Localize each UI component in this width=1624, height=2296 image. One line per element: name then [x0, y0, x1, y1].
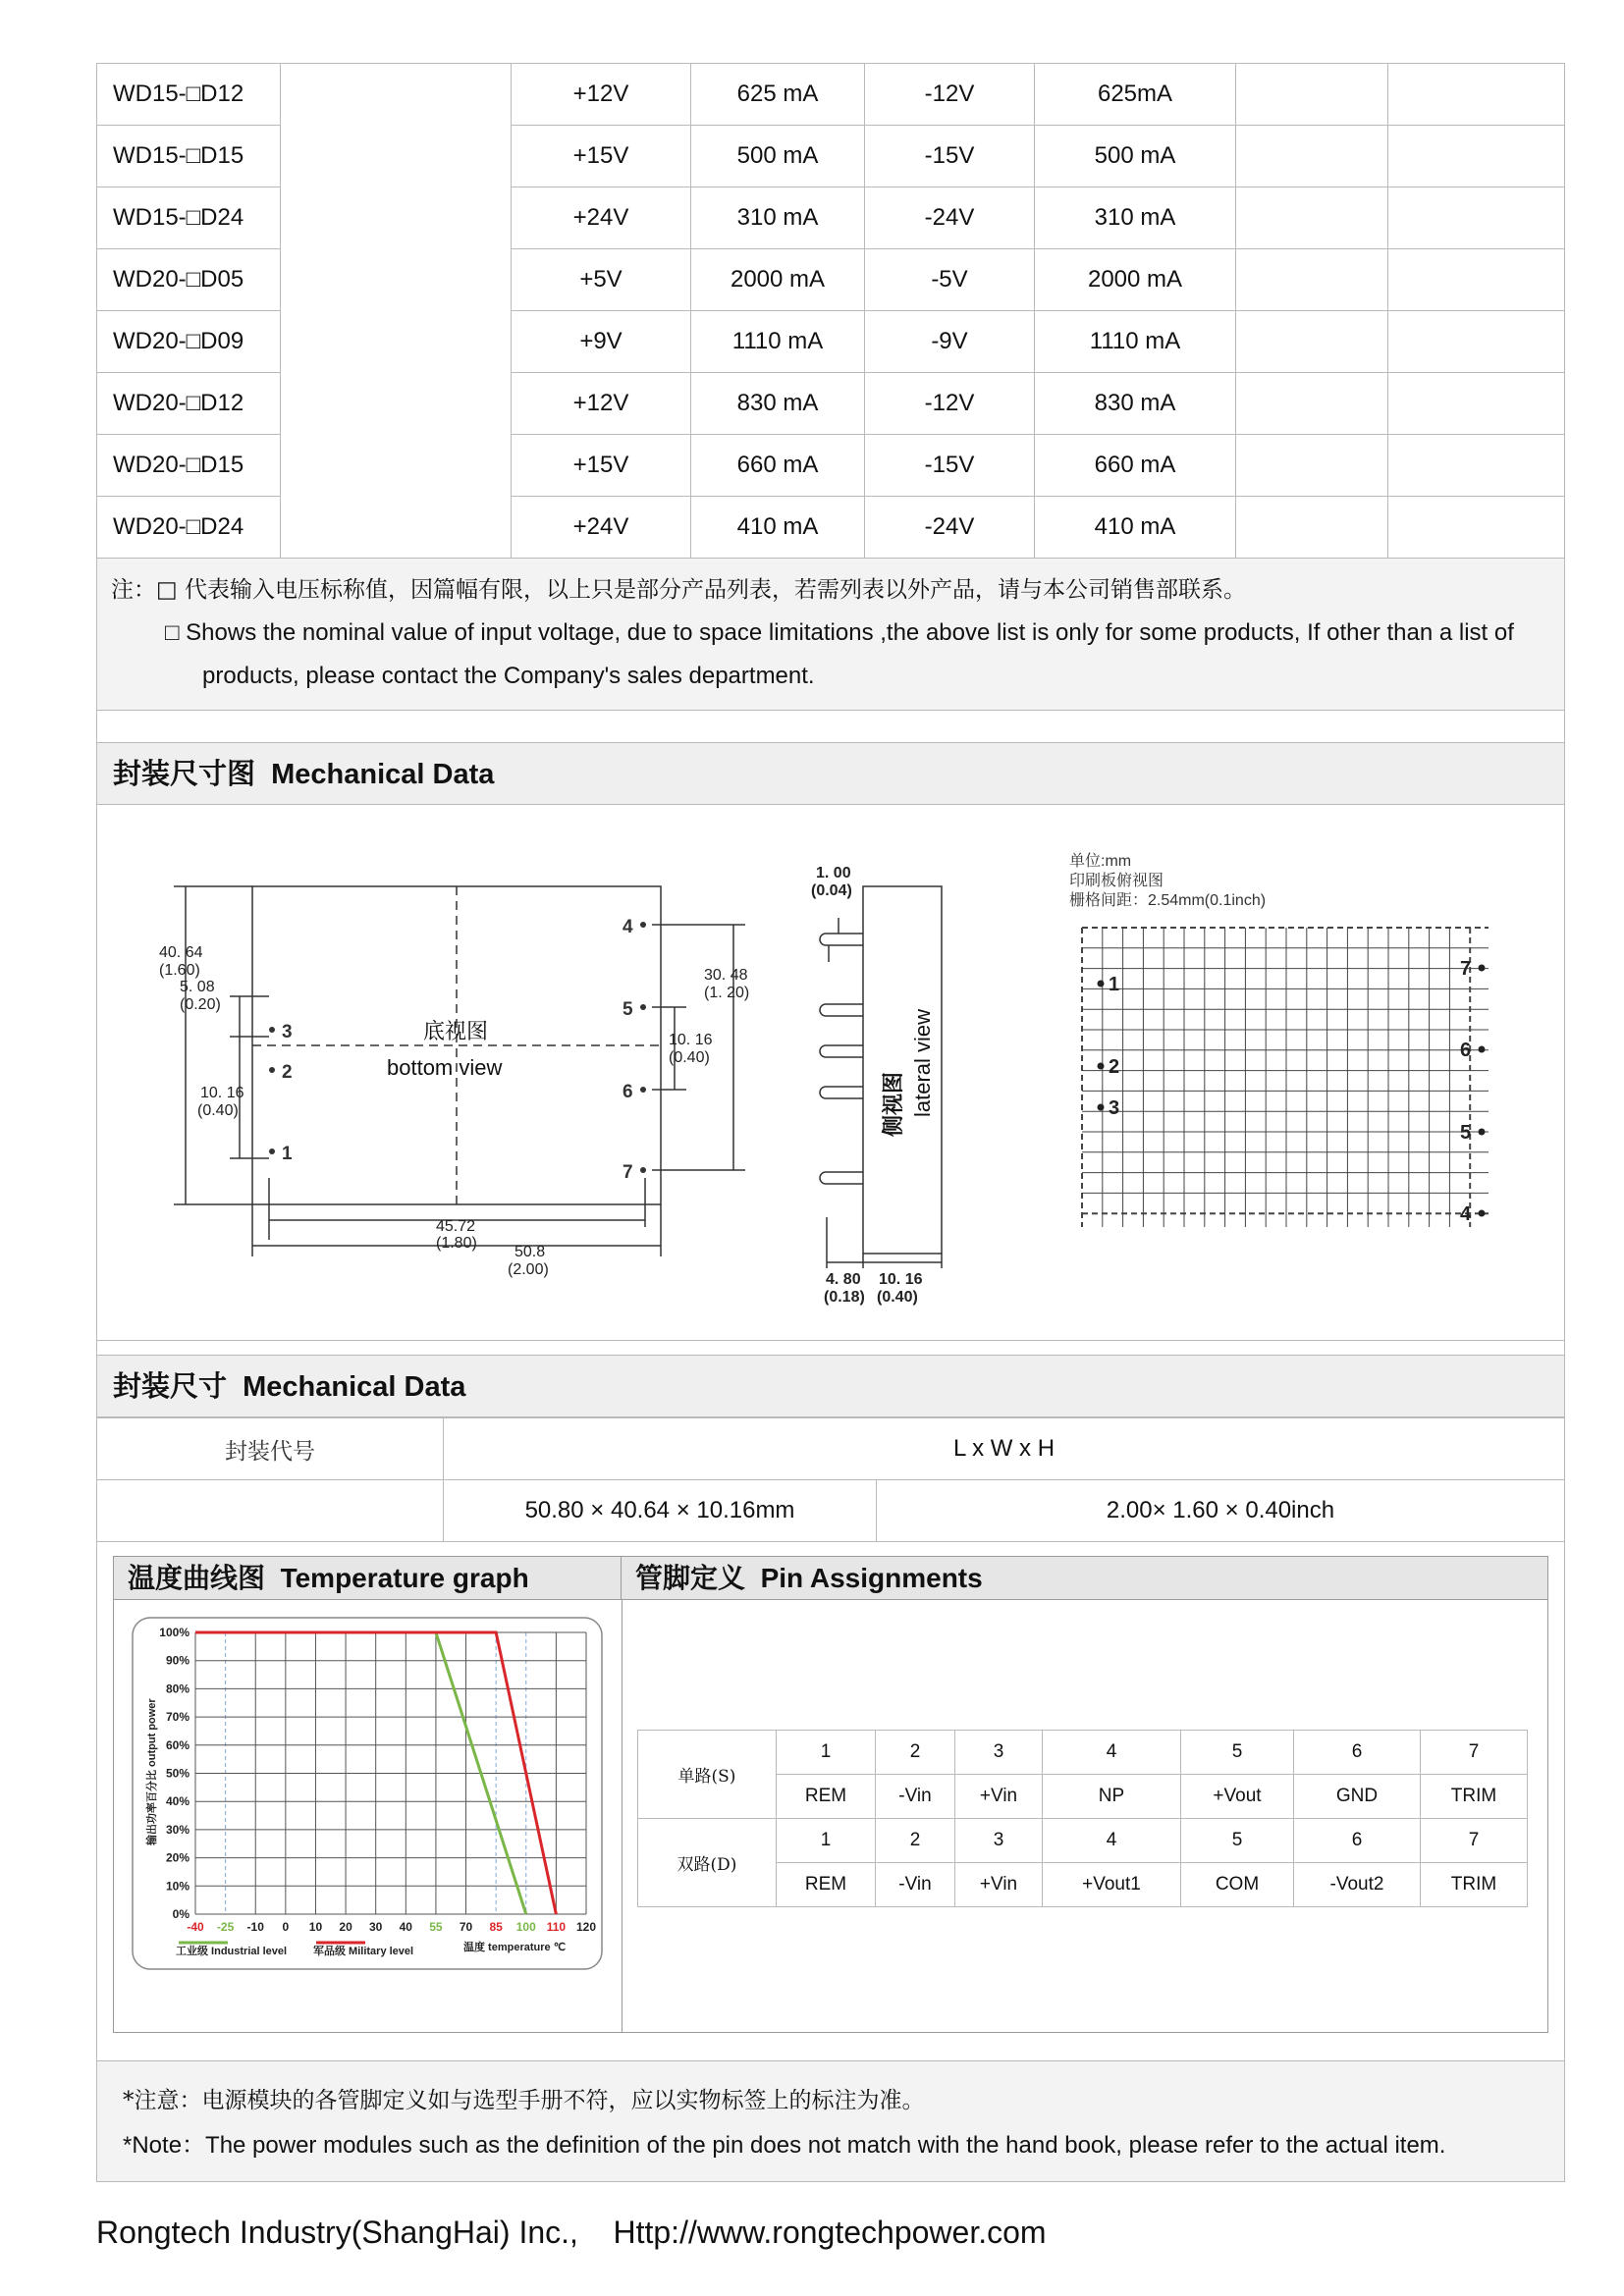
blank-cell: [1236, 373, 1388, 435]
footer-url[interactable]: Http://www.rongtechpower.com: [613, 2215, 1047, 2250]
vout2-cell: -24V: [865, 187, 1035, 249]
dim-2-00: (2.00): [508, 1261, 549, 1278]
dim-0-20: (0.20): [180, 996, 221, 1013]
y-tick-label: 50%: [165, 1766, 189, 1781]
dim-1-20: (1. 20): [704, 985, 750, 1001]
pcb-pin-5: 5: [1460, 1122, 1472, 1144]
pin-num: 5: [1181, 1731, 1294, 1775]
pin-num: 7: [1421, 1731, 1528, 1775]
spacer: [96, 711, 1565, 743]
legend-military: 军品级 Military level: [313, 1946, 414, 1957]
iout1-cell: 410 mA: [691, 497, 865, 559]
x-tick-label: 100: [515, 1920, 536, 1934]
single-pin-function: TRIM: [1421, 1775, 1528, 1819]
vout1-cell: +24V: [512, 187, 691, 249]
blank-cell: [1388, 311, 1565, 373]
single-pin-function: REM: [777, 1775, 876, 1819]
dual-pin-function: TRIM: [1421, 1863, 1528, 1907]
bottom-view-cn: 底视图: [423, 1019, 489, 1043]
pin-num: 4: [1043, 1731, 1181, 1775]
vout2-cell: -9V: [865, 311, 1035, 373]
blank-cell: [1236, 64, 1388, 126]
pin-num: 7: [1421, 1819, 1528, 1863]
single-pin-function: GND: [1294, 1775, 1421, 1819]
y-tick-label: 70%: [165, 1710, 189, 1725]
pin-num: 5: [1181, 1819, 1294, 1863]
pcb-pin-2: 2: [1109, 1056, 1120, 1078]
model-cell: WD20-□D12: [97, 373, 281, 435]
vout2-cell: -5V: [865, 249, 1035, 311]
y-tick-label: 10%: [165, 1879, 189, 1894]
blank-cell: [1388, 435, 1565, 497]
spacer: [96, 1341, 1565, 1356]
section-heading-mech-drawing: 封装尺寸图 Mechanical Data: [96, 743, 1565, 805]
pins-heading: 管脚定义 Pin Assignments: [622, 1557, 1547, 1600]
model-cell: WD20-□D24: [97, 497, 281, 559]
pin-num: 1: [777, 1819, 876, 1863]
pcb-pin-1: 1: [1109, 974, 1120, 995]
dual-label: 双路(D): [638, 1819, 777, 1907]
vout1-cell: +15V: [512, 435, 691, 497]
iout2-cell: 2000 mA: [1035, 249, 1236, 311]
model-cell: WD20-□D09: [97, 311, 281, 373]
pin-num: 3: [955, 1819, 1043, 1863]
x-tick-label: -40: [187, 1920, 204, 1934]
product-table: [96, 63, 1565, 559]
x-tick-label: 0: [282, 1920, 290, 1934]
chart-x-label: 温度 temperature ℃: [463, 1942, 567, 1953]
iout2-cell: 830 mA: [1035, 373, 1236, 435]
pin-num: 2: [876, 1731, 955, 1775]
pcb-pin-4: 4: [1460, 1203, 1472, 1225]
datasheet-page: [96, 63, 1565, 2182]
iout1-cell: 1110 mA: [691, 311, 865, 373]
x-tick-label: -10: [246, 1920, 264, 1934]
side-dim-0-40: (0.40): [877, 1289, 918, 1306]
side-dim-0-18: (0.18): [824, 1289, 865, 1306]
iout1-cell: 625 mA: [691, 64, 865, 126]
dims-inch: 2.00× 1.60 × 0.40inch: [877, 1480, 1565, 1542]
x-tick-label: 55: [429, 1920, 443, 1934]
inner-frame: [113, 1556, 1548, 2033]
temperature-chart: [132, 1617, 603, 1970]
package-code-label: 封装代号: [97, 1418, 444, 1480]
bv-pin-1: 1: [282, 1144, 293, 1164]
grid-pcb: 印刷板俯视图: [1069, 873, 1164, 889]
pin-table: [637, 1730, 1528, 1907]
package-code-value: [97, 1480, 444, 1542]
bv-pin-6: 6: [623, 1082, 633, 1102]
vout1-cell: +15V: [512, 126, 691, 187]
note-cn: 注：□ 代表输入电压标称值，因篇幅有限，以上只是部分产品列表，若需列表以外产品，请与本公司销售部联系。: [111, 577, 1247, 603]
x-tick-label: -25: [216, 1920, 235, 1934]
dim-10-16a: 10. 16: [200, 1085, 244, 1101]
iout1-cell: 2000 mA: [691, 249, 865, 311]
side-view-cn: 侧视图: [881, 1071, 905, 1137]
blank-cell: [1388, 187, 1565, 249]
dim-0-40b: (0.40): [669, 1049, 710, 1066]
y-tick-label: 0%: [172, 1907, 189, 1921]
dims-mm: 50.80 × 40.64 × 10.16mm: [444, 1480, 877, 1542]
mechanical-drawing: [97, 805, 1564, 1340]
single-pin-function: +Vin: [955, 1775, 1043, 1819]
x-tick-label: 85: [489, 1920, 503, 1934]
dim-45-72: 45.72: [436, 1218, 476, 1235]
dim-40-64: 40. 64: [159, 944, 203, 961]
vout2-cell: -12V: [865, 373, 1035, 435]
dual-pin-function: REM: [777, 1863, 876, 1907]
mechanical-drawing-area: [96, 805, 1565, 1341]
pin-num: 1: [777, 1731, 876, 1775]
model-cell: WD15-□D12: [97, 64, 281, 126]
dual-pin-function: COM: [1181, 1863, 1294, 1907]
dual-pin-function: -Vout2: [1294, 1863, 1421, 1907]
blank-cell: [1388, 126, 1565, 187]
side-dim-1-00: 1. 00: [816, 865, 851, 881]
dim-0-40a: (0.40): [197, 1102, 239, 1119]
side-dim-0-04: (0.04): [811, 882, 852, 899]
pin-num: 6: [1294, 1819, 1421, 1863]
y-tick-label: 60%: [165, 1737, 189, 1752]
vout1-cell: +24V: [512, 497, 691, 559]
y-tick-label: 80%: [165, 1682, 189, 1696]
iout1-cell: 500 mA: [691, 126, 865, 187]
blank-cell: [1236, 435, 1388, 497]
pcb-pin-6: 6: [1460, 1040, 1472, 1061]
blank-cell: [1388, 497, 1565, 559]
vout2-cell: -15V: [865, 126, 1035, 187]
single-pin-function: NP: [1043, 1775, 1181, 1819]
x-tick-label: 120: [575, 1920, 597, 1934]
y-tick-label: 30%: [165, 1822, 189, 1837]
x-tick-label: 20: [339, 1920, 352, 1934]
y-tick-label: 90%: [165, 1653, 189, 1668]
side-dim-4-80: 4. 80: [826, 1271, 861, 1288]
vout1-cell: +9V: [512, 311, 691, 373]
blank-cell: [1388, 249, 1565, 311]
blank-cell: [1236, 497, 1388, 559]
merged-cell: [281, 64, 512, 559]
x-tick-label: 110: [546, 1920, 567, 1934]
product-note: [96, 559, 1565, 711]
x-tick-label: 40: [399, 1920, 412, 1934]
bottom-note: [96, 2061, 1565, 2182]
bottom-note-cn: *注意：电源模块的各管脚定义如与选型手册不符，应以实物标签上的标注为准。: [123, 2088, 925, 2113]
dual-pin-function: +Vout1: [1043, 1863, 1181, 1907]
single-label: 单路(S): [638, 1731, 777, 1819]
section-heading-mech-dims: 封装尺寸 Mechanical Data: [96, 1356, 1565, 1417]
blank-cell: [1236, 311, 1388, 373]
pin-num: 3: [955, 1731, 1043, 1775]
pin-num: 2: [876, 1819, 955, 1863]
y-tick-label: 40%: [165, 1794, 189, 1809]
model-cell: WD20-□D05: [97, 249, 281, 311]
blank-cell: [1236, 249, 1388, 311]
iout2-cell: 1110 mA: [1035, 311, 1236, 373]
vout1-cell: +12V: [512, 373, 691, 435]
note-en: □ Shows the nominal value of input voltage, due to space limitations ,the above list is only for some products, If other than a list of products, please contact the Company's sales department.: [165, 619, 1514, 689]
legend-industrial: 工业级 Industrial level: [176, 1946, 288, 1957]
bv-pin-7: 7: [623, 1162, 633, 1183]
vout2-cell: -12V: [865, 64, 1035, 126]
bottom-note-en: *Note：The power modules such as the definition of the pin does not match with the hand book, please refer to the actual item.: [123, 2132, 1446, 2159]
iout2-cell: 500 mA: [1035, 126, 1236, 187]
product-row: [97, 64, 1565, 126]
vout2-cell: -15V: [865, 435, 1035, 497]
x-tick-label: 10: [308, 1920, 323, 1934]
side-dim-10-16: 10. 16: [879, 1271, 923, 1288]
iout2-cell: 625mA: [1035, 64, 1236, 126]
model-cell: WD15-□D15: [97, 126, 281, 187]
blank-cell: [1236, 187, 1388, 249]
iout2-cell: 410 mA: [1035, 497, 1236, 559]
page-footer: [96, 2215, 1047, 2251]
bv-pin-2: 2: [282, 1062, 293, 1083]
pin-num: 6: [1294, 1731, 1421, 1775]
iout1-cell: 660 mA: [691, 435, 865, 497]
y-tick-label: 20%: [165, 1850, 189, 1865]
pin-num: 4: [1043, 1819, 1181, 1863]
single-pin-function: -Vin: [876, 1775, 955, 1819]
footer-company: Rongtech Industry(ShangHai) Inc.,: [96, 2215, 578, 2250]
grid-unit: 单位:mm: [1069, 853, 1132, 870]
iout1-cell: 310 mA: [691, 187, 865, 249]
x-tick-label: 30: [369, 1920, 383, 1934]
bv-pin-3: 3: [282, 1022, 293, 1042]
dim-50-8: 50.8: [514, 1244, 546, 1260]
bv-pin-5: 5: [623, 999, 633, 1020]
blank-cell: [1388, 64, 1565, 126]
vout1-cell: +12V: [512, 64, 691, 126]
model-cell: WD20-□D15: [97, 435, 281, 497]
model-cell: WD15-□D24: [97, 187, 281, 249]
vout1-cell: +5V: [512, 249, 691, 311]
pcb-grid: [1082, 928, 1489, 1227]
blank-cell: [1388, 373, 1565, 435]
x-tick-label: 70: [459, 1920, 473, 1934]
dim-1-60: (1.60): [159, 962, 200, 979]
dim-5-08: 5. 08: [180, 979, 215, 995]
grid-pitch: 栅格间距：2.54mm(0.1inch): [1069, 892, 1267, 909]
dim-10-16b: 10. 16: [669, 1032, 713, 1048]
chart-y-label: 输出功率百分比 output power: [146, 1698, 158, 1845]
side-view-en: lateral view: [910, 1008, 935, 1117]
dimensions-table: [96, 1417, 1565, 1542]
lwh-header: L x W x H: [444, 1418, 1565, 1480]
temp-heading: 温度曲线图 Temperature graph: [114, 1557, 622, 1600]
dim-30-48: 30. 48: [704, 967, 748, 984]
vout2-cell: -24V: [865, 497, 1035, 559]
temperature-pin-section: [96, 1542, 1565, 2061]
pcb-pin-7: 7: [1460, 958, 1472, 980]
dual-pin-function: +Vin: [955, 1863, 1043, 1907]
dual-pin-function: -Vin: [876, 1863, 955, 1907]
pcb-pin-3: 3: [1109, 1097, 1120, 1119]
iout1-cell: 830 mA: [691, 373, 865, 435]
iout2-cell: 310 mA: [1035, 187, 1236, 249]
y-tick-label: 100%: [159, 1626, 189, 1639]
single-pin-function: +Vout: [1181, 1775, 1294, 1819]
bottom-view-en: bottom view: [387, 1055, 503, 1080]
bv-pin-4: 4: [623, 917, 633, 937]
dim-1-80: (1.80): [436, 1235, 477, 1252]
blank-cell: [1236, 126, 1388, 187]
iout2-cell: 660 mA: [1035, 435, 1236, 497]
divider: [622, 1600, 623, 2032]
